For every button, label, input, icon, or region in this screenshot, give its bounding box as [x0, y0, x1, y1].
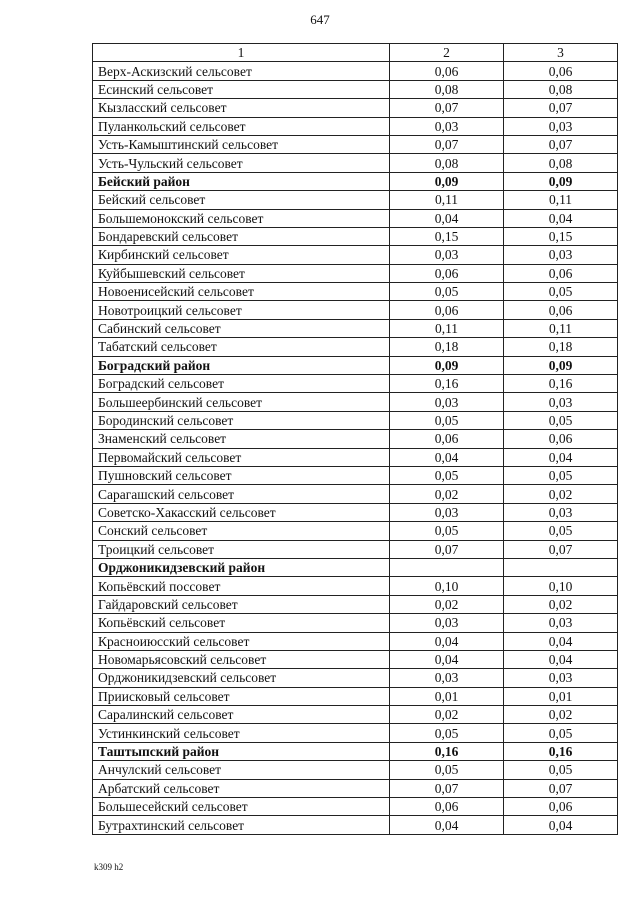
- row-value-col2: 0,03: [390, 669, 504, 687]
- row-value-col3: 0,09: [504, 172, 618, 190]
- row-name-cell: Бейский район: [93, 172, 390, 190]
- row-value-col3: 0,09: [504, 356, 618, 374]
- row-name-cell: Устинкинский сельсовет: [93, 724, 390, 742]
- table-row: [93, 669, 618, 687]
- table-row: [93, 632, 618, 650]
- row-name-cell: Пушновский сельсовет: [93, 466, 390, 484]
- row-value-col3: 0,08: [504, 80, 618, 98]
- data-table: [92, 43, 618, 835]
- row-value-col2: 0,04: [390, 209, 504, 227]
- table-row: [93, 779, 618, 797]
- district-row: [93, 742, 618, 760]
- table-row: [93, 466, 618, 484]
- row-name-cell: Сонский сельсовет: [93, 522, 390, 540]
- row-value-col2: 0,11: [390, 191, 504, 209]
- row-name-cell: Есинский сельсовет: [93, 80, 390, 98]
- row-name-cell: Арбатский сельсовет: [93, 779, 390, 797]
- row-name-cell: Бородинский сельсовет: [93, 411, 390, 429]
- row-name-cell: Бутрахтинский сельсовет: [93, 816, 390, 834]
- table-row: [93, 650, 618, 668]
- table-row: [93, 430, 618, 448]
- table-row: [93, 411, 618, 429]
- table-row: [93, 540, 618, 558]
- row-value-col2: 0,06: [390, 798, 504, 816]
- row-value-col3: 0,16: [504, 375, 618, 393]
- row-value-col2: 0,05: [390, 761, 504, 779]
- row-value-col3: 0,03: [504, 669, 618, 687]
- district-row: [93, 356, 618, 374]
- row-value-col2: 0,16: [390, 375, 504, 393]
- column-header-3: 3: [504, 44, 618, 62]
- table-row: [93, 154, 618, 172]
- row-value-col2: 0,02: [390, 706, 504, 724]
- row-value-col2: 0,03: [390, 117, 504, 135]
- table-row: [93, 283, 618, 301]
- row-name-cell: Кызласский сельсовет: [93, 99, 390, 117]
- row-value-col3: 0,04: [504, 650, 618, 668]
- row-name-cell: Новомарьясовский сельсовет: [93, 650, 390, 668]
- row-value-col3: 0,01: [504, 687, 618, 705]
- row-name-cell: Орджоникидзевский сельсовет: [93, 669, 390, 687]
- row-value-col3: 0,07: [504, 99, 618, 117]
- row-value-col2: 0,06: [390, 301, 504, 319]
- table-row: [93, 595, 618, 613]
- column-header-1: 1: [93, 44, 390, 62]
- table-header-row: [93, 44, 618, 62]
- row-value-col3: 0,08: [504, 154, 618, 172]
- row-value-col3: [504, 558, 618, 576]
- row-value-col2: 0,06: [390, 430, 504, 448]
- table-row: [93, 761, 618, 779]
- row-value-col2: 0,07: [390, 540, 504, 558]
- row-value-col2: 0,11: [390, 319, 504, 337]
- table-row: [93, 264, 618, 282]
- row-value-col2: 0,07: [390, 135, 504, 153]
- row-value-col3: 0,06: [504, 798, 618, 816]
- row-name-cell: Троицкий сельсовет: [93, 540, 390, 558]
- row-value-col2: 0,07: [390, 99, 504, 117]
- row-name-cell: Сарагашский сельсовет: [93, 485, 390, 503]
- row-value-col3: 0,05: [504, 761, 618, 779]
- row-value-col2: 0,15: [390, 227, 504, 245]
- row-value-col3: 0,06: [504, 264, 618, 282]
- row-value-col3: 0,04: [504, 448, 618, 466]
- table-row: [93, 485, 618, 503]
- row-value-col2: 0,09: [390, 172, 504, 190]
- row-value-col2: 0,04: [390, 448, 504, 466]
- table-row: [93, 62, 618, 80]
- row-value-col3: 0,05: [504, 411, 618, 429]
- row-name-cell: Красноиюсский сельсовет: [93, 632, 390, 650]
- row-name-cell: Табатский сельсовет: [93, 338, 390, 356]
- row-name-cell: Первомайский сельсовет: [93, 448, 390, 466]
- table-row: [93, 448, 618, 466]
- row-name-cell: Приисковый сельсовет: [93, 687, 390, 705]
- column-header-2: 2: [390, 44, 504, 62]
- row-value-col3: 0,03: [504, 614, 618, 632]
- row-value-col3: 0,03: [504, 503, 618, 521]
- table-row: [93, 227, 618, 245]
- row-value-col2: 0,01: [390, 687, 504, 705]
- row-name-cell: Куйбышевский сельсовет: [93, 264, 390, 282]
- row-value-col2: 0,05: [390, 724, 504, 742]
- row-value-col3: 0,11: [504, 191, 618, 209]
- table-row: [93, 135, 618, 153]
- row-value-col3: 0,06: [504, 301, 618, 319]
- row-name-cell: Новотроицкий сельсовет: [93, 301, 390, 319]
- row-name-cell: Бейский сельсовет: [93, 191, 390, 209]
- row-value-col3: 0,05: [504, 283, 618, 301]
- table-row: [93, 614, 618, 632]
- table-row: [93, 80, 618, 98]
- row-value-col3: 0,05: [504, 724, 618, 742]
- row-name-cell: Гайдаровский сельсовет: [93, 595, 390, 613]
- row-value-col2: 0,07: [390, 779, 504, 797]
- row-value-col3: 0,04: [504, 632, 618, 650]
- row-value-col2: 0,18: [390, 338, 504, 356]
- row-value-col2: 0,06: [390, 264, 504, 282]
- table-row: [93, 375, 618, 393]
- row-value-col2: 0,02: [390, 595, 504, 613]
- row-name-cell: Большемонокский сельсовет: [93, 209, 390, 227]
- row-name-cell: Анчулский сельсовет: [93, 761, 390, 779]
- table-row: [93, 246, 618, 264]
- row-value-col3: 0,02: [504, 595, 618, 613]
- row-value-col3: 0,07: [504, 540, 618, 558]
- row-name-cell: Пуланкольский сельсовет: [93, 117, 390, 135]
- table-row: [93, 99, 618, 117]
- row-value-col3: 0,03: [504, 393, 618, 411]
- table-row: [93, 503, 618, 521]
- district-row: [93, 558, 618, 576]
- row-value-col2: 0,04: [390, 650, 504, 668]
- row-name-cell: Кирбинский сельсовет: [93, 246, 390, 264]
- row-name-cell: Саралинский сельсовет: [93, 706, 390, 724]
- row-name-cell: Знаменский сельсовет: [93, 430, 390, 448]
- row-name-cell: Орджоникидзевский район: [93, 558, 390, 576]
- row-value-col2: 0,10: [390, 577, 504, 595]
- row-value-col2: 0,05: [390, 522, 504, 540]
- row-name-cell: Боградский район: [93, 356, 390, 374]
- row-name-cell: Копьёвский поссовет: [93, 577, 390, 595]
- row-name-cell: Сабинский сельсовет: [93, 319, 390, 337]
- row-value-col3: 0,16: [504, 742, 618, 760]
- table-row: [93, 319, 618, 337]
- district-row: [93, 172, 618, 190]
- row-value-col2: 0,08: [390, 80, 504, 98]
- row-name-cell: Копьёвский сельсовет: [93, 614, 390, 632]
- table-row: [93, 393, 618, 411]
- table-row: [93, 191, 618, 209]
- row-value-col3: 0,18: [504, 338, 618, 356]
- row-name-cell: Большесейский сельсовет: [93, 798, 390, 816]
- row-value-col3: 0,02: [504, 706, 618, 724]
- table-row: [93, 816, 618, 834]
- row-value-col2: [390, 558, 504, 576]
- row-value-col3: 0,07: [504, 135, 618, 153]
- row-name-cell: Верх-Аскизский сельсовет: [93, 62, 390, 80]
- row-value-col2: 0,08: [390, 154, 504, 172]
- row-name-cell: Бондаревский сельсовет: [93, 227, 390, 245]
- row-value-col3: 0,10: [504, 577, 618, 595]
- row-value-col2: 0,04: [390, 632, 504, 650]
- row-name-cell: Советско-Хакасский сельсовет: [93, 503, 390, 521]
- row-value-col3: 0,03: [504, 246, 618, 264]
- table-row: [93, 209, 618, 227]
- row-value-col3: 0,11: [504, 319, 618, 337]
- row-value-col2: 0,05: [390, 411, 504, 429]
- row-name-cell: Усть-Чульский сельсовет: [93, 154, 390, 172]
- row-value-col2: 0,16: [390, 742, 504, 760]
- table-row: [93, 301, 618, 319]
- table-row: [93, 577, 618, 595]
- row-value-col2: 0,02: [390, 485, 504, 503]
- row-value-col2: 0,03: [390, 393, 504, 411]
- row-value-col3: 0,07: [504, 779, 618, 797]
- row-name-cell: Таштыпский район: [93, 742, 390, 760]
- row-name-cell: Большеербинский сельсовет: [93, 393, 390, 411]
- row-value-col3: 0,02: [504, 485, 618, 503]
- row-name-cell: Новоенисейский сельсовет: [93, 283, 390, 301]
- row-value-col2: 0,03: [390, 246, 504, 264]
- row-value-col2: 0,05: [390, 283, 504, 301]
- row-value-col3: 0,03: [504, 117, 618, 135]
- table-row: [93, 724, 618, 742]
- table-row: [93, 522, 618, 540]
- row-value-col3: 0,06: [504, 430, 618, 448]
- row-value-col2: 0,04: [390, 816, 504, 834]
- table-row: [93, 798, 618, 816]
- page-number: 647: [310, 12, 330, 27]
- row-value-col2: 0,06: [390, 62, 504, 80]
- row-value-col3: 0,05: [504, 522, 618, 540]
- table-row: [93, 706, 618, 724]
- row-value-col2: 0,05: [390, 466, 504, 484]
- row-value-col2: 0,03: [390, 503, 504, 521]
- row-value-col2: 0,09: [390, 356, 504, 374]
- footer-code: k309 h2: [94, 862, 124, 872]
- row-name-cell: Боградский сельсовет: [93, 375, 390, 393]
- row-value-col3: 0,15: [504, 227, 618, 245]
- row-value-col3: 0,04: [504, 816, 618, 834]
- table-row: [93, 338, 618, 356]
- row-value-col3: 0,04: [504, 209, 618, 227]
- table-row: [93, 687, 618, 705]
- table-row: [93, 117, 618, 135]
- table-body: [93, 62, 618, 834]
- row-name-cell: Усть-Камыштинский сельсовет: [93, 135, 390, 153]
- row-value-col3: 0,06: [504, 62, 618, 80]
- row-value-col3: 0,05: [504, 466, 618, 484]
- row-value-col2: 0,03: [390, 614, 504, 632]
